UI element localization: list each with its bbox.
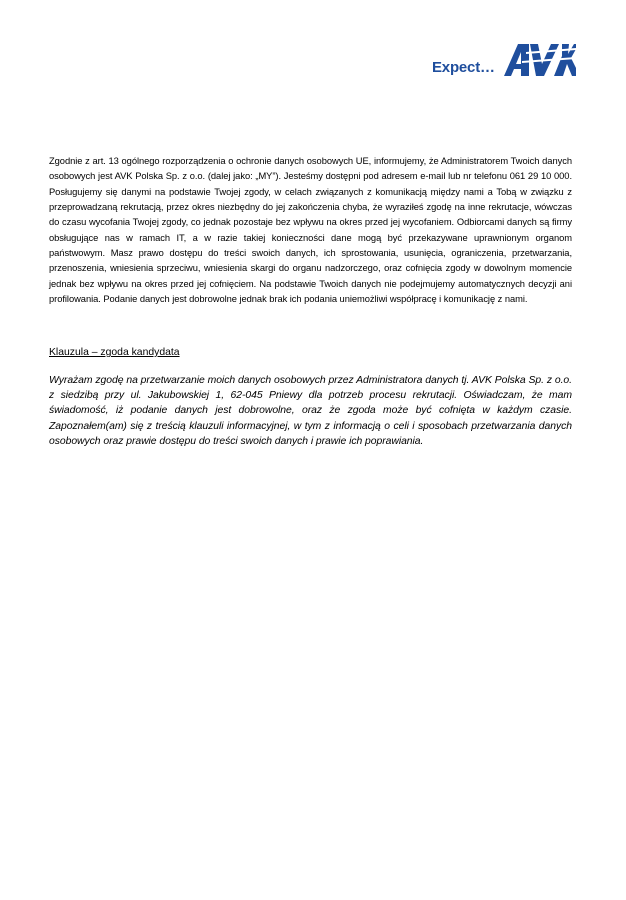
avk-logo <box>430 38 576 80</box>
clause-heading: Klauzula – zgoda kandydata <box>49 347 180 358</box>
consent-clause-paragraph: Wyrażam zgodę na przetwarzanie moich danych osobowych przez Administratora danych tj. AVK Polska Sp. z o.o. z siedzibą przy ul. Jakubowskiej 1, 62-045 Pniewy dla potrzeb procesu rekrutacji. Oświadczam, że mam świadomość, iż podanie danych jest dobrowolne, oraz że zgoda może być cofnięta w każdym czasie. Zapoznałem(am) się z treścią klauzuli informacyjnej, w tym z informacją o celi i sposobach przetwarzania danych osobowych oraz prawie dostępu do treści swoich danych i prawie ich poprawiania. <box>49 375 572 447</box>
avk-logo-mark <box>502 40 576 78</box>
logo-tagline: Expect… <box>432 59 495 76</box>
privacy-information-paragraph: Zgodnie z art. 13 ogólnego rozporządzenia o ochronie danych osobowych UE, informujemy, że Administratorem Twoich danych osobowych jest AVK Polska Sp. z o.o. (dalej jako: „MY”). Jesteśmy dostępni pod adresem e-mail lub nr telefonu 061 29 10 000. Posługujemy się danymi na podstawie Twojej zgody, w celach związanych z komunikacją między nami a Tobą w związku z przeprowadzaną rekrutacją, przez okres niezbędny do jej zakończenia chyba, że wyraziłeś zgodę na inne rekrutacje, wówczas do czasu wycofania Twojej zgody, co jednak pozostaje bez wpływu na okres przed jej wycofaniem. Odbiorcami danych są firmy obsługujące nas w ramach IT, a w razie takiej konieczności dane mogą być przekazywane uprawnionym organom państwowym. Masz prawo dostępu do treści swoich danych, ich sprostowania, usunięcia, ograniczenia, przetwarzania, przenoszenia, wniesienia sprzeciwu, wniesienia skargi do organu nadzorczego, oraz cofnięcia zgody w dowolnym momencie jednak bez wpływu na okres przed jej cofnięciem. Na podstawie Twoich danych nie podejmujemy automatycznych decyzji ani profilowania. Podanie danych jest dobrowolne jednak brak ich podania uniemożliwi współpracę i komunikację z nami. <box>49 156 572 305</box>
